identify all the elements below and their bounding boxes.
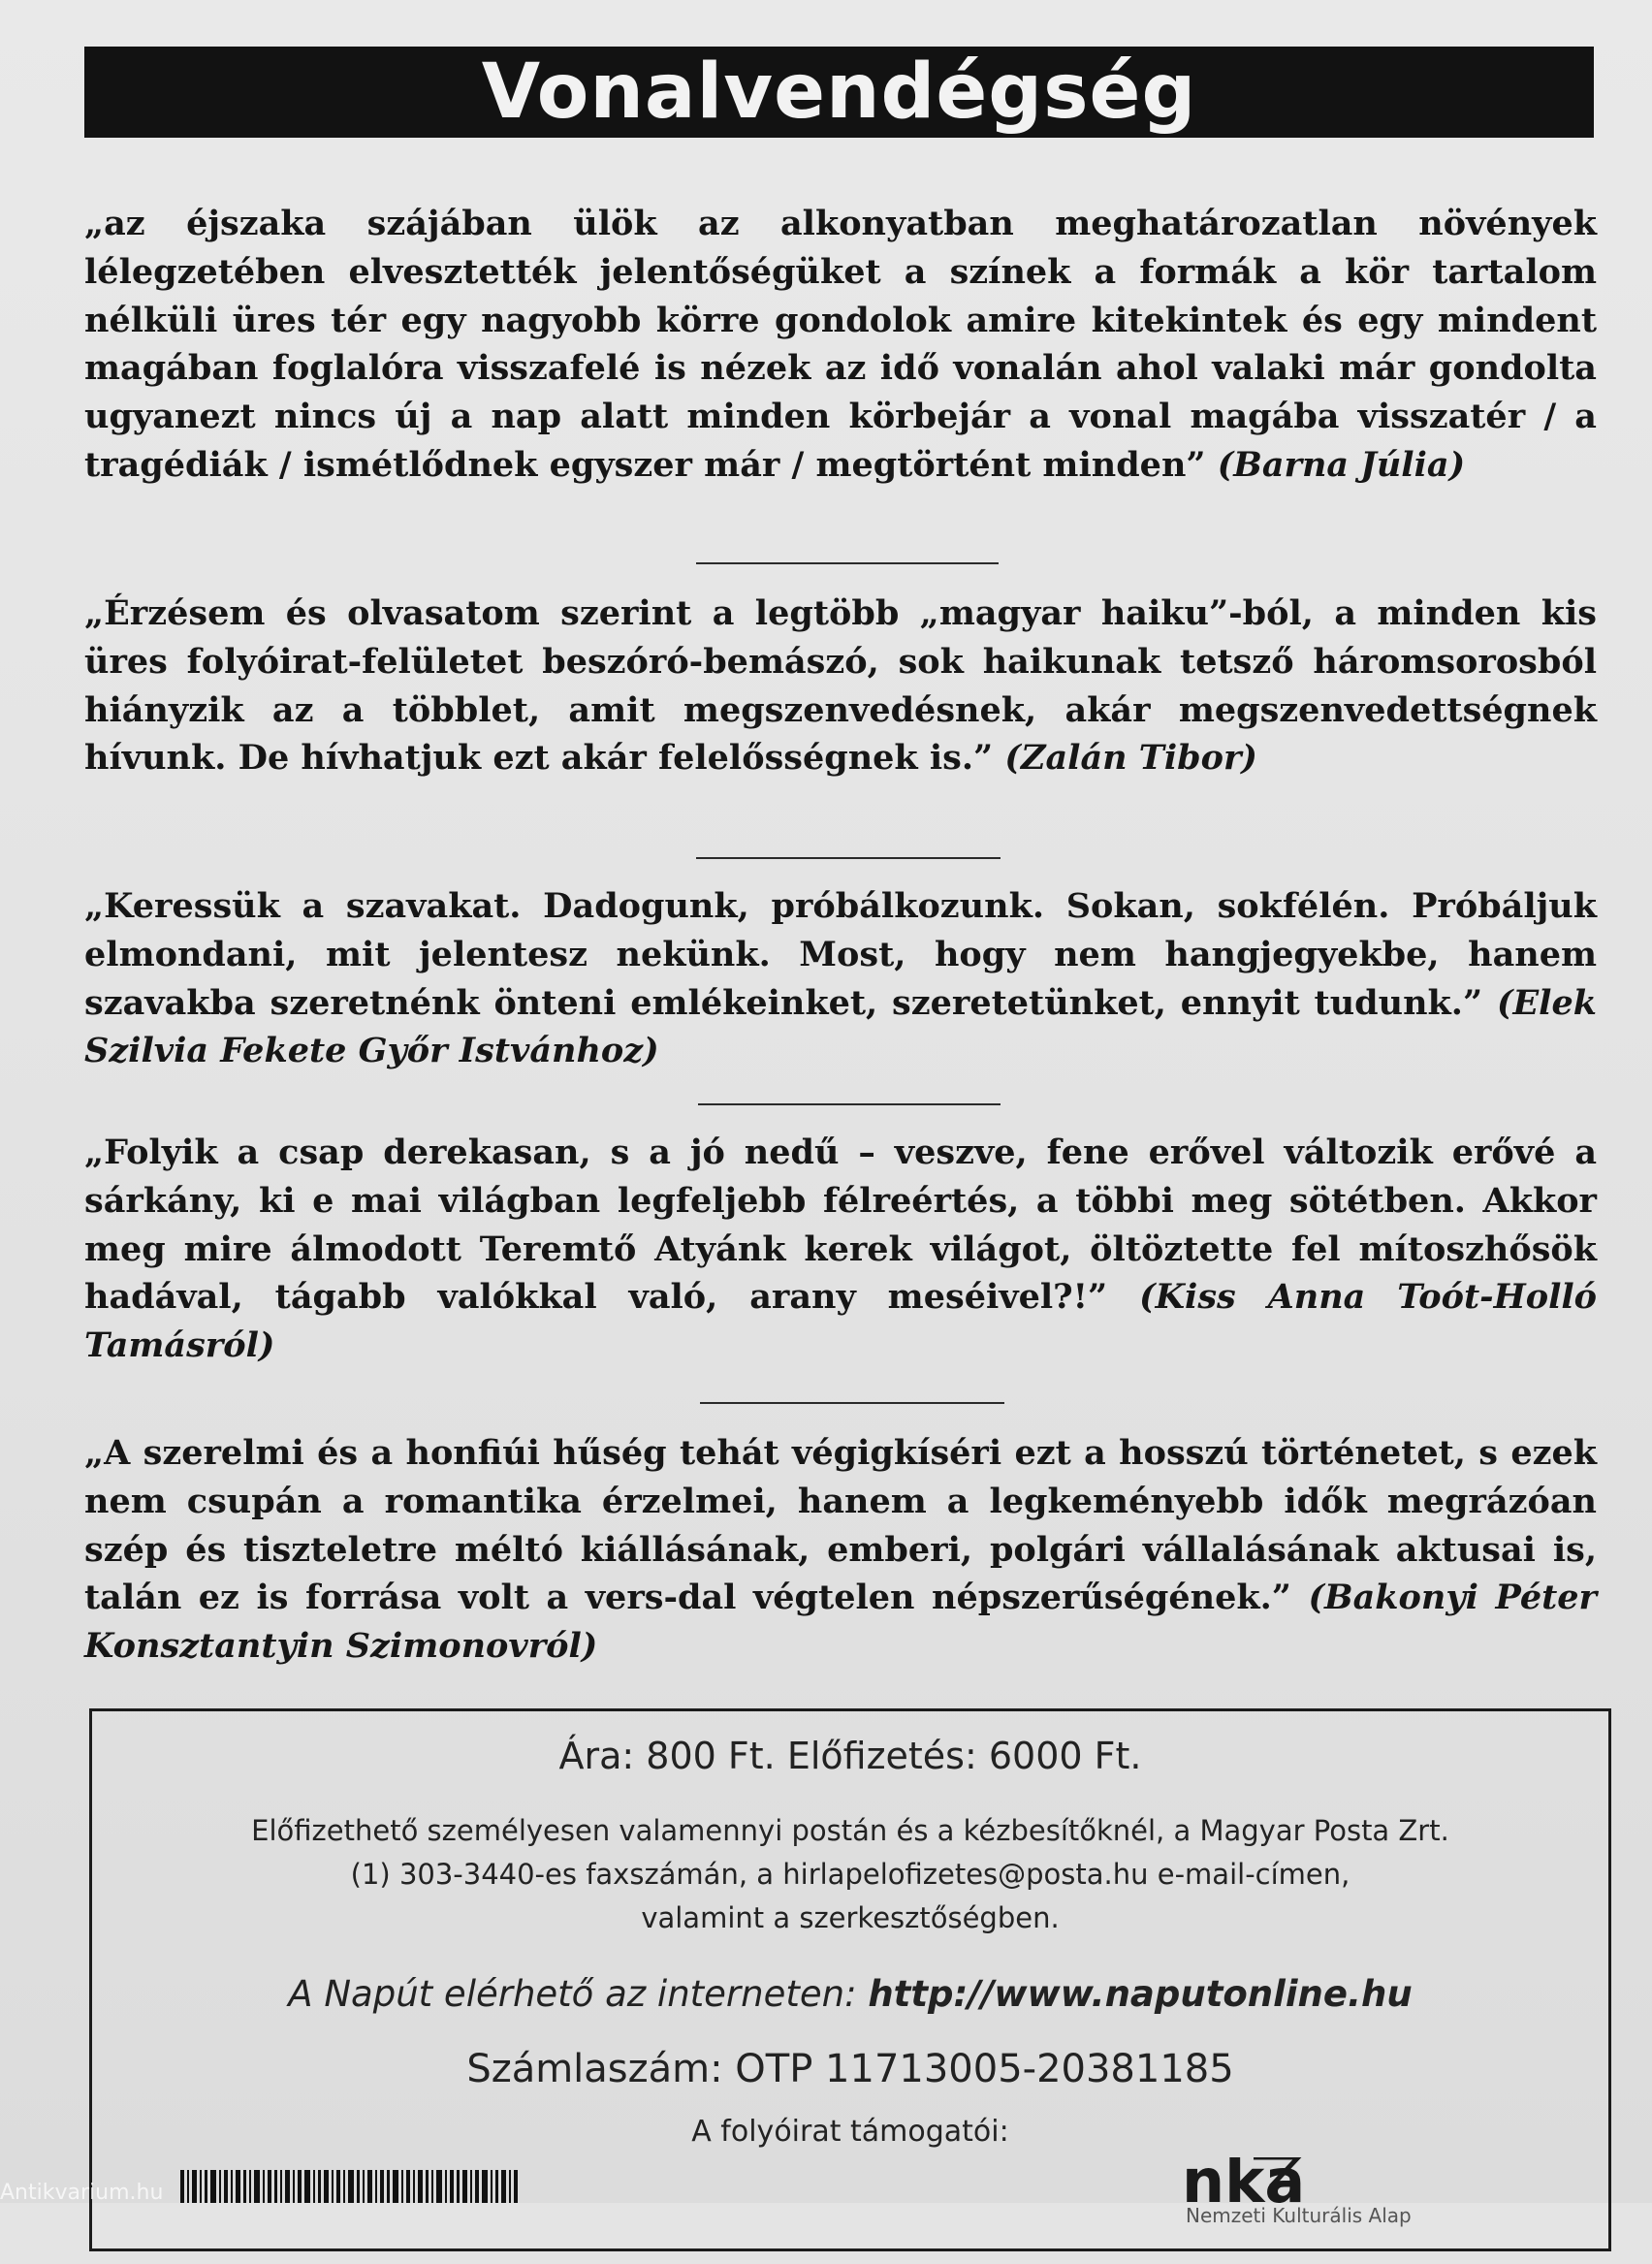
quote-text: „Keressük a szavakat. Dadogunk, próbálkozunk. Sokan, sokfélén. Próbáljuk elmondani, mit jelentesz nekünk. Most, hogy nem hangjegyekbe, hanem szavakba szeretnénk önteni emlékeinket, szeretetünket, ennyit tudunk.” [84,886,1597,1023]
nka-logo-text: nka [1182,2157,1306,2216]
quote-author: (Barna Júlia) [1217,444,1466,485]
separator-rule [696,857,1001,859]
quote-author: (Bakonyi Péter Konsztantyin Szimonovról) [84,1578,1597,1667]
online-label: A Napút elérhető az interneten: [288,1973,857,2015]
separator-rule [698,1103,1001,1105]
subscription-line: valamint a szerkesztőségben. [641,1901,1060,1934]
quote-author: (Kiss Anna Toót-Holló Tamásról) [84,1277,1598,1366]
subscription-details [92,1809,1608,1940]
quote-text: „Folyik a csap derekasan, s a jó nedű – veszve, fene erővel változik erővé a sárkány, ki e mai világban legfeljebb félreértés, a többi meg sötétben. Akkor meg mire álmodott Teremtő Atyánk kerek világot, öltöztette fel mítoszhősök hadával, tágabb valókkal való, arany meséivel?!” [84,1132,1597,1318]
online-line [92,1973,1608,2015]
nka-tagline: Nemzeti Kulturális Alap [1186,2204,1412,2227]
account-number: Számlaszám: OTP 11713005-20381185 [466,2047,1234,2091]
quote-text: „A szerelmi és a honfiúi hűség tehát végigkíséri ezt a hosszú történetet, s ezek nem csupán a romantika érzelmei, hanem a legkeményebb idők megrázóan szép és tiszteletre méltó kiállásának, emberi, polgári vállalásának aktusai is, talán ez is forrása volt a vers-dal végtelen népszerűségének.” [84,1433,1597,1618]
quote-block [84,882,1597,1075]
quote-block [84,1129,1597,1370]
quote-block [84,200,1597,490]
quote-text: „az éjszaka szájában ülök az alkonyatban meghatározatlan növények lélegzetében elvesztették jelentőségüket a színek a formák a kör tartalom nélküli üres tér egy nagyobb körre gondolok amire kitekintek és egy mindent magában foglalóra visszafelé is nézek az idő vonalán ahol valaki már gondolta ugyanezt nincs új a nap alatt minden körbejár a vonal magába visszatér / a tragédiák / ismétlődnek egyszer már / megtörtént minden” [84,204,1597,485]
quote-author: (Zalán Tibor) [1004,738,1257,779]
quote-block [84,590,1597,782]
barcode-icon [180,2170,524,2203]
separator-rule [696,562,999,564]
quote-block [84,1429,1597,1671]
supporters-label: A folyóirat támogatói: [691,2115,1009,2149]
title-banner [84,47,1594,138]
price-line: Ára: 800 Ft. Előfizetés: 6000 Ft. [558,1735,1142,1777]
subscription-line: Előfizethető személyesen valamennyi postán és a kézbesítőknél, a Magyar Posta Zrt. [251,1814,1449,1847]
quote-text: „Érzésem és olvasatom szerint a legtöbb „magyar haiku”-ból, a minden kis üres folyóirat-felületet beszóró-bemászó, sok haikunak tetsző háromsorosból hiányzik az a többlet, amit megszenvedésnek, akár megszenvedettségnek hívunk. De hívhatjuk ezt akár felelősségnek is.” [84,593,1597,779]
website-link[interactable]: http://www.naputonline.hu [868,1973,1413,2015]
subscription-line: (1) 303-3440-es faxszámán, a hirlapelofizetes@posta.hu e-mail-címen, [350,1858,1350,1891]
separator-rule [700,1402,1004,1404]
quote-author: (Elek Szilvia Fekete Győr Istvánhoz) [84,982,1597,1071]
watermark: Antikvarium.hu [0,2181,164,2205]
page-title: Vonalvendégség [481,48,1197,136]
